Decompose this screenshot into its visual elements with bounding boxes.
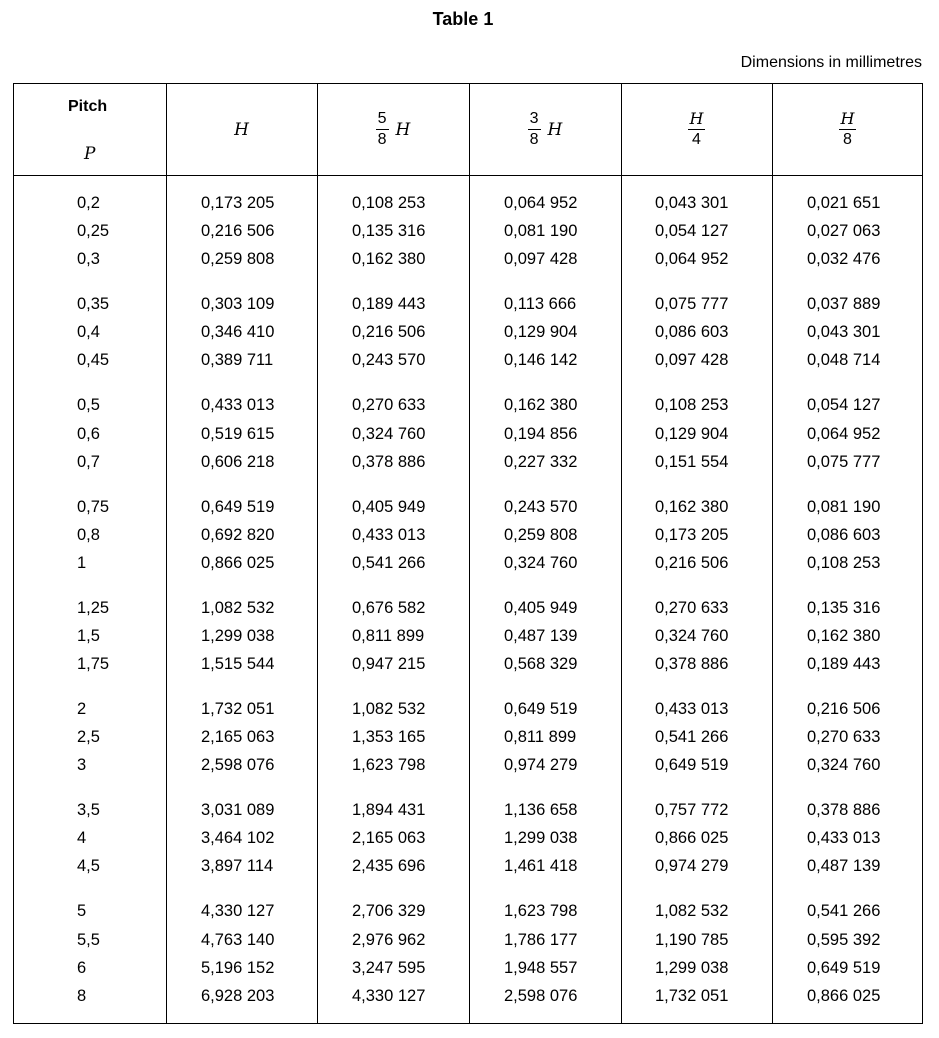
h-cell: 5,196 152	[201, 958, 275, 977]
h-over-8-cell: 0,270 633	[807, 728, 881, 747]
h-over-4-cell: 0,173 205	[655, 525, 729, 544]
pitch-cell: 4	[77, 829, 87, 848]
h-cell: 0,692 820	[201, 525, 275, 544]
h-over-4-cell: 0,086 603	[655, 323, 729, 342]
pitch-cell: 1,25	[77, 598, 110, 617]
pitch-cell: 2	[77, 700, 87, 718]
h-over-8-cell: 0,043 301	[807, 323, 881, 342]
h-symbol: H	[395, 119, 411, 140]
h-cell: 2,165 063	[201, 728, 275, 747]
h-over-8-cell: 0,541 266	[807, 902, 881, 921]
five-eighths-h-cell: 0,216 506	[352, 323, 426, 342]
pitch-cell: 5,5	[77, 930, 100, 949]
h-over-8-cell: 0,378 886	[807, 801, 881, 820]
h-over-8-cell: 0,021 651	[807, 194, 881, 212]
pitch-cell: 0,75	[77, 497, 110, 516]
h-cell: 6,928 203	[201, 986, 275, 1005]
h-over-8-cell: 0,037 889	[807, 295, 881, 314]
pitch-cell: 0,7	[77, 452, 100, 471]
three-eighths-h-cell: 0,568 329	[504, 655, 578, 673]
column-divider	[772, 84, 773, 1023]
three-eighths-h-cell: 0,974 279	[504, 756, 578, 775]
five-eighths-h-cell: 0,811 899	[352, 626, 425, 645]
h-over-4-cell: 0,151 554	[655, 452, 729, 471]
pitch-cell: 8	[77, 986, 87, 1005]
three-eighths-h-cell: 0,162 380	[504, 396, 578, 415]
column-header-three-eighths-h	[469, 84, 621, 175]
pitch-cell: 4,5	[77, 857, 100, 876]
h-cell: 1,515 544	[201, 655, 275, 673]
h-cell: 1,082 532	[201, 598, 275, 617]
three-eighths-h-cell: 2,598 076	[504, 986, 578, 1005]
three-eighths-h-cell: 0,487 139	[504, 626, 578, 645]
h-cell: 0,389 711	[201, 351, 274, 370]
h-cell: 0,346 410	[201, 323, 275, 342]
three-eighths-h-cell: 0,129 904	[504, 323, 578, 342]
h-over-8-cell: 0,086 603	[807, 525, 881, 544]
three-eighths-h-cell: 1,461 418	[504, 857, 578, 876]
pitch-cell: 0,45	[77, 351, 110, 370]
three-eighths-h-cell: 0,259 808	[504, 525, 578, 544]
three-eighths-h-cell: 1,786 177	[504, 930, 578, 949]
three-eighths-h-cell: 0,324 760	[504, 553, 578, 572]
h-cell: 3,031 089	[201, 801, 275, 820]
h-over-8-cell: 0,162 380	[807, 626, 881, 645]
header-divider	[14, 175, 922, 176]
three-eighths-h-cell: 0,081 190	[504, 222, 578, 241]
h-over-4-cell: 0,541 266	[655, 728, 729, 747]
fraction-denominator: 8	[377, 131, 387, 148]
h-over-4-cell: 0,216 506	[655, 553, 729, 572]
fraction-numerator: 3	[528, 110, 541, 130]
h-cell: 0,259 808	[201, 250, 275, 269]
column-header-pitch	[14, 84, 166, 175]
h-cell: 0,649 519	[201, 497, 275, 516]
h-over-8-cell: 0,216 506	[807, 700, 881, 718]
fraction	[839, 110, 857, 148]
pitch-cell: 0,3	[77, 250, 100, 269]
table-title: Table 1	[432, 9, 494, 29]
h-cell: 0,433 013	[201, 396, 275, 415]
five-eighths-h-cell: 0,433 013	[352, 525, 426, 544]
five-eighths-h-cell: 0,243 570	[352, 351, 426, 370]
three-eighths-h-cell: 0,227 332	[504, 452, 578, 471]
pitch-cell: 0,35	[77, 295, 110, 314]
h-over-4-cell: 0,162 380	[655, 497, 729, 516]
column-divider	[166, 84, 167, 1023]
h-cell: 3,897 114	[201, 857, 274, 876]
three-eighths-h-cell: 0,113 666	[504, 295, 577, 314]
five-eighths-h-cell: 0,108 253	[352, 194, 426, 212]
h-over-8-cell: 0,032 476	[807, 250, 881, 269]
h-cell: 4,330 127	[201, 902, 275, 921]
pitch-cell: 1	[77, 553, 87, 572]
h-cell: 3,464 102	[201, 829, 275, 848]
h-over-4-cell: 0,757 772	[655, 801, 729, 820]
fraction	[376, 110, 389, 148]
h-over-8-cell: 0,081 190	[807, 497, 881, 516]
five-eighths-h-cell: 1,353 165	[352, 728, 426, 747]
fraction-denominator: 4	[692, 131, 701, 148]
h-over-8-cell: 0,027 063	[807, 222, 881, 241]
h-over-4-cell: 0,129 904	[655, 424, 729, 443]
pitch-symbol: P	[84, 144, 96, 164]
h-over-4-cell: 1,299 038	[655, 958, 729, 977]
pitch-cell: 5	[77, 902, 87, 921]
three-eighths-h-cell: 1,623 798	[504, 902, 578, 921]
five-eighths-h-cell: 0,189 443	[352, 295, 426, 314]
fraction	[528, 110, 541, 148]
three-eighths-h-cell: 0,649 519	[504, 700, 578, 718]
pitch-cell: 1,75	[77, 655, 110, 673]
five-eighths-h-cell: 0,676 582	[352, 598, 426, 617]
h-over-4-cell: 0,866 025	[655, 829, 729, 848]
h-symbol: H	[234, 119, 249, 140]
h-over-4-cell: 0,433 013	[655, 700, 729, 718]
h-over-8-cell: 0,135 316	[807, 598, 881, 617]
h-over-8-cell: 0,189 443	[807, 655, 881, 673]
column-header-h-over-8	[772, 84, 923, 175]
column-header-h	[166, 84, 317, 175]
three-eighths-h-cell: 0,097 428	[504, 250, 578, 269]
pitch-cell: 0,2	[77, 194, 100, 212]
column-divider	[621, 84, 622, 1023]
fraction-numerator: H	[689, 109, 704, 129]
units-note: Dimensions in millimetres	[740, 54, 922, 71]
h-over-8-cell: 0,108 253	[807, 553, 881, 572]
three-eighths-h-cell: 1,948 557	[504, 958, 578, 977]
h-over-4-cell: 1,190 785	[655, 930, 729, 949]
h-cell: 1,299 038	[201, 626, 275, 645]
h-over-4-cell: 0,064 952	[655, 250, 729, 269]
h-over-8-cell: 0,054 127	[807, 396, 881, 415]
h-over-4-cell: 0,378 886	[655, 655, 729, 673]
fraction-denominator: 8	[529, 131, 539, 148]
h-cell: 0,519 615	[201, 424, 275, 443]
five-eighths-h-cell: 2,165 063	[352, 829, 426, 848]
pitch-cell: 0,6	[77, 424, 100, 443]
five-eighths-h-cell: 0,324 760	[352, 424, 426, 443]
three-eighths-h-cell: 0,811 899	[504, 728, 577, 747]
pitch-cell: 1,5	[77, 626, 100, 645]
h-cell: 4,763 140	[201, 930, 275, 949]
five-eighths-h-cell: 0,405 949	[352, 497, 426, 516]
h-cell: 0,303 109	[201, 295, 275, 314]
three-eighths-h-cell: 0,064 952	[504, 194, 578, 212]
five-eighths-h-cell: 0,541 266	[352, 553, 426, 572]
three-eighths-h-cell: 1,136 658	[504, 801, 578, 820]
h-over-8-cell: 0,324 760	[807, 756, 881, 775]
h-cell: 1,732 051	[201, 700, 275, 718]
h-over-4-cell: 0,108 253	[655, 396, 729, 415]
five-eighths-h-cell: 2,435 696	[352, 857, 426, 876]
three-eighths-h-cell: 0,146 142	[504, 351, 578, 370]
fraction	[688, 110, 706, 148]
h-over-4-cell: 0,974 279	[655, 857, 729, 876]
column-divider	[469, 84, 470, 1023]
pitch-cell: 0,4	[77, 323, 100, 342]
h-over-4-cell: 1,082 532	[655, 902, 729, 921]
h-over-4-cell: 0,054 127	[655, 222, 729, 241]
pitch-cell: 0,25	[77, 222, 110, 241]
three-eighths-h-cell: 1,299 038	[504, 829, 578, 848]
h-over-8-cell: 0,048 714	[807, 351, 881, 370]
h-over-8-cell: 0,064 952	[807, 424, 881, 443]
pitch-cell: 6	[77, 958, 87, 977]
h-cell: 0,866 025	[201, 553, 275, 572]
five-eighths-h-cell: 0,135 316	[352, 222, 426, 241]
h-over-4-cell: 0,097 428	[655, 351, 729, 370]
h-over-8-cell: 0,433 013	[807, 829, 881, 848]
fraction-numerator: 5	[376, 110, 389, 130]
pitch-cell: 2,5	[77, 728, 100, 747]
fraction-numerator: H	[840, 109, 855, 129]
three-eighths-h-cell: 0,405 949	[504, 598, 578, 617]
h-over-4-cell: 0,270 633	[655, 598, 729, 617]
h-over-8-cell: 0,075 777	[807, 452, 881, 471]
pitch-cell: 0,8	[77, 525, 100, 544]
h-over-8-cell: 0,487 139	[807, 857, 881, 876]
column-header-h-over-4	[621, 84, 772, 175]
column-header-five-eighths-h	[317, 84, 469, 175]
five-eighths-h-cell: 2,976 962	[352, 930, 426, 949]
five-eighths-h-cell: 0,270 633	[352, 396, 426, 415]
h-cell: 0,216 506	[201, 222, 275, 241]
five-eighths-h-cell: 1,894 431	[352, 801, 426, 820]
h-over-4-cell: 0,075 777	[655, 295, 729, 314]
h-symbol: H	[547, 119, 563, 140]
thread-dimensions-table	[13, 83, 923, 1024]
pitch-label: Pitch	[68, 98, 108, 115]
five-eighths-h-cell: 3,247 595	[352, 958, 426, 977]
pitch-cell: 0,5	[77, 396, 100, 415]
five-eighths-h-cell: 4,330 127	[352, 986, 426, 1005]
column-divider	[317, 84, 318, 1023]
five-eighths-h-cell: 0,947 215	[352, 655, 426, 673]
pitch-cell: 3	[77, 756, 87, 775]
pitch-cell: 3,5	[77, 801, 100, 820]
five-eighths-h-cell: 1,623 798	[352, 756, 426, 775]
h-cell: 0,173 205	[201, 194, 275, 212]
five-eighths-h-cell: 0,162 380	[352, 250, 426, 269]
five-eighths-h-cell: 0,378 886	[352, 452, 426, 471]
h-over-4-cell: 0,324 760	[655, 626, 729, 645]
h-over-4-cell: 1,732 051	[655, 986, 729, 1005]
five-eighths-h-cell: 1,082 532	[352, 700, 426, 718]
h-cell: 0,606 218	[201, 452, 275, 471]
fraction-denominator: 8	[843, 131, 852, 148]
three-eighths-h-cell: 0,243 570	[504, 497, 578, 516]
h-over-8-cell: 0,866 025	[807, 986, 881, 1005]
h-cell: 2,598 076	[201, 756, 275, 775]
three-eighths-h-cell: 0,194 856	[504, 424, 578, 443]
five-eighths-h-cell: 2,706 329	[352, 902, 426, 921]
h-over-8-cell: 0,595 392	[807, 930, 881, 949]
h-over-4-cell: 0,043 301	[655, 194, 729, 212]
h-over-4-cell: 0,649 519	[655, 756, 729, 775]
h-over-8-cell: 0,649 519	[807, 958, 881, 977]
